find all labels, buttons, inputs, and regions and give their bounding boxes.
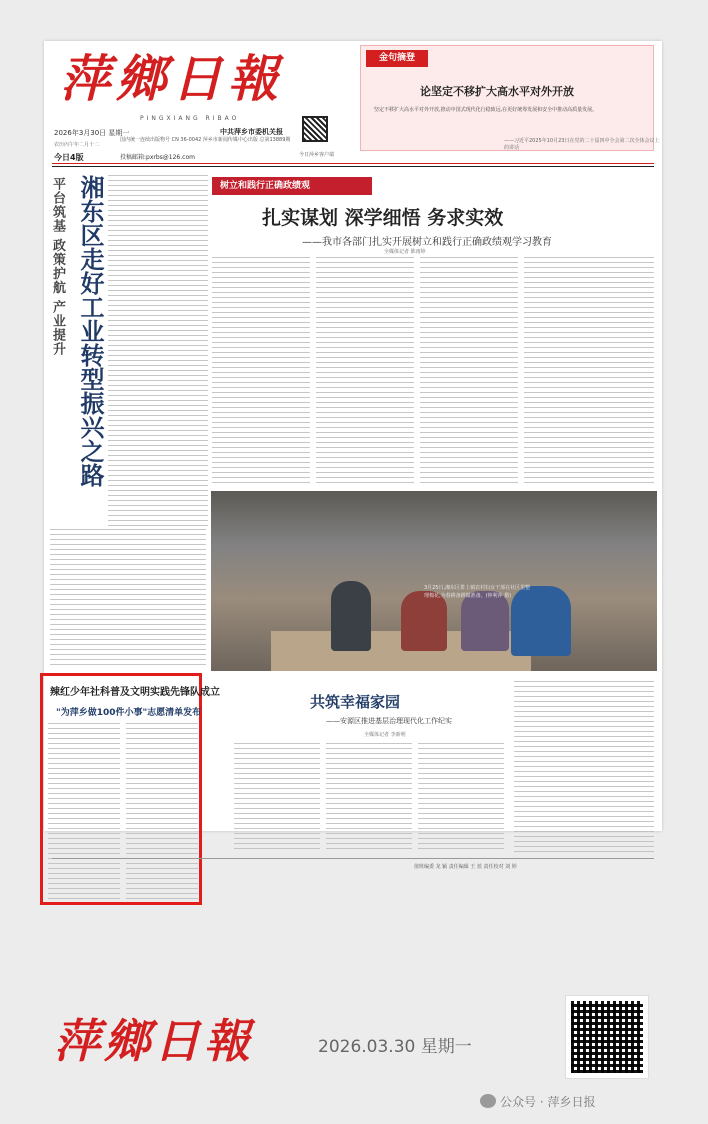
article2-byline: 全媒体记者 李新明 [364, 732, 406, 738]
wechat-account-label: 公众号 · 萍乡日报 [500, 1095, 596, 1109]
lead-subheadline: 平台筑基 政策护航 产业提升 [50, 177, 65, 357]
lead-article-text-continued [50, 529, 206, 669]
masthead-pinyin: PINGXIANG RIBAO [140, 115, 240, 122]
masthead-party-label: 中共萍乡市委机关报 [220, 128, 283, 136]
article2-column-1 [234, 743, 320, 853]
article1-column-4 [524, 257, 654, 485]
qr-caption: 今日萍乡客户端 [299, 152, 335, 158]
lead-article-text [108, 175, 208, 529]
photo-caption: 3月25日,湘东区排上镇农村妇女干部在社区里整理棉花,为春耕备耕做准备。(钟利萍 摄) [424, 585, 531, 599]
golden-quote-headline: 论坚定不移扩大高水平对外开放 [420, 85, 574, 98]
page-count: 今日4版 [54, 153, 84, 162]
article2-headline: 共筑幸福家园 [310, 693, 401, 711]
article2-subheadline: ——安源区推进基层治理现代化工作纪实 [326, 717, 452, 725]
article2-column-2 [326, 743, 412, 853]
highlighted-article-text-right [126, 723, 198, 899]
qr-code-small [302, 116, 328, 142]
side-article-text [514, 681, 654, 853]
issue-date: 2026年3月30日 星期一 [54, 129, 130, 137]
golden-quote-source: ——习近平2025年10月23日在党的二十届四中全会第二次全体会议上的讲话 [504, 138, 660, 151]
wechat-icon [480, 1094, 496, 1108]
publication-info: 国内统一连续出版物号 CN 36-0042 萍乡市新闻传媒中心出版 总第13889期 [120, 137, 291, 143]
article1-byline: 全媒体记者 陈雨婷 [384, 249, 426, 255]
golden-quote-tag: 金句摘登 [366, 50, 428, 67]
editor-credits: 值班编委 龙 颖 责任编辑 王 蓝 责任校对 刘 婷 [414, 864, 517, 870]
newspaper-page [44, 41, 662, 870]
bottom-date: 2026.03.30 星期一 [318, 1037, 472, 1057]
article2-column-3 [418, 743, 504, 853]
article1-column-2 [316, 257, 414, 485]
highlighted-article-subheadline: "为萍乡做100件小事"志愿清单发布 [56, 708, 202, 718]
bottom-logo: 萍鄉日報 [54, 1014, 254, 1068]
news-photo-cotton-sorting [211, 491, 657, 671]
article1-headline: 扎实谋划 深学细悟 务求实效 [262, 207, 504, 229]
article1-column-1 [212, 257, 310, 485]
article1-subheadline: ——我市各部门扎实开展树立和践行正确政绩观学习教育 [302, 237, 552, 248]
submission-email: 投稿邮箱:pxrbs@126.com [120, 154, 195, 161]
highlighted-article-text-left [48, 723, 120, 899]
article1-column-3 [420, 257, 518, 485]
golden-quote-body: 坚定不移扩大高水平对外开放,推动中国式现代化行稳致远,在更好统筹发展和安全中推动高质量发展。 [374, 107, 598, 113]
lunar-date: 农历丙午年二月十二 [54, 142, 100, 148]
highlighted-article-headline: 辣红少年社科普及文明实践先锋队成立 [50, 687, 220, 698]
wechat-qr-code [566, 996, 648, 1078]
section-bar-political-achievements: 树立和践行正确政绩观 [212, 177, 372, 195]
lead-headline: 湘东区走好工业转型振兴之路 [76, 175, 105, 487]
masthead-logo: 萍鄉日報 [60, 49, 284, 108]
